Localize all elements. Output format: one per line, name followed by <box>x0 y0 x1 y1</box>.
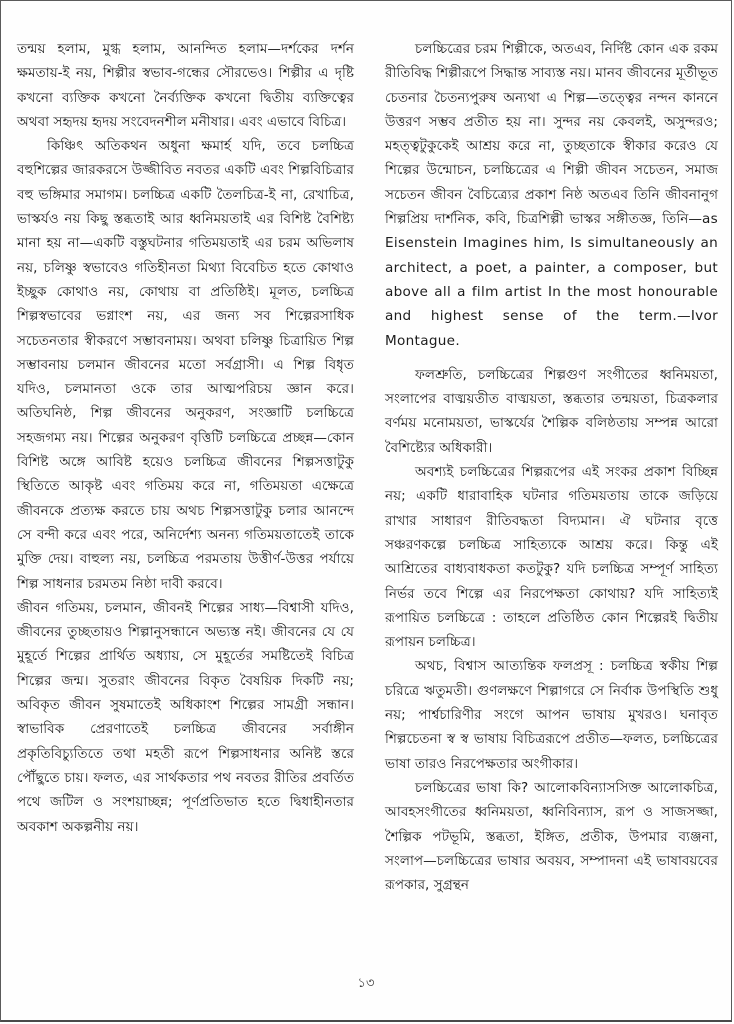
paragraph: কিঞ্চিৎ অতিকথন অধুনা ক্ষমার্হ যদি, তবে চলচ্চিত্র বহুশিল্পের জারকরসে উজ্জীবিত নবতর একটি এবং শিল্পবিচিত্রার বহু ভঙ্গিমার সমাগম। চলচ্চিত্র একটি তৈলচিত্র-ই না, রেখাচিত্র, ভাস্কর্যও নয় কিছু স্তব্ধতাই আর ধ্বনিময়তাই এর বিশিষ্ট বৈশিষ্ট্য মানা হয় না—একটি বস্তুঘটনার গতিময়তাই এর চরম অভিলাষ নয়, চলিষ্ণু স্বভাবেও গতিহীনতা মিথ্যা বিবেচিত হতে কোথাও ইচ্ছুক কোথাও নয়, কোথায় বা প্রতিষ্ঠিই। মূলত, চলচ্চিত্র শিল্পস্বভাবের ভগ্নাংশ নয়, এর জন্য সব শিল্পেরসাধিক সচেতনতার স্বীকরণে সম্ভাবনাময়। অথবা চলিষ্ণু চিত্রায়িত শিল্প সম্ভাবনায় চলমান জীবনের মতো সর্বগ্রাসী। এ শিল্প বিধৃত যদিও, চলমানতা ওকে তার আত্মপরিচয় জ্ঞান করে। অতিঘনিষ্ঠ, শিল্প জীবনের অনুকরণ, সংজ্ঞাটি চলচ্চিত্রে সহজগম্য নয়। শিল্পের অনুকরণ বৃত্তিটি চলচ্চিত্রে প্রচ্ছন্ন—কোন বিশিষ্ট অঙ্গে আবিষ্ট হয়েও চলচ্চিত্র জীবনের শিল্পসত্তাটুকু স্থিতিতে আকৃষ্ট এবং গতিময় করে না, গতিময়তা এক্ষেত্রে জীবনকে প্রত্যক্ষ করতে চায় অথচ শিল্পসত্তাটুকু চলার আনন্দে সে বন্দী করে এবং পরে, অনির্দেশ্য অনন্য গতিময়তাতেই তাকে মুক্তি দেয়। বাহুল্য নয়, চলচ্চিত্র পরমতায় উত্তীর্ণ-উত্তর পর্যায়ে শিল্প সাধনার চরমতম নিষ্ঠা দাবী করবে। <box>17 138 354 592</box>
english-quote: as Eisenstein Imagines him, Is simultaneously an architect, a poet, a painter, a composer, but above all a film artist In the most honourable and highest sense of the term.—Ivor Montague. <box>385 211 718 349</box>
page-number: ১৩ <box>357 976 375 991</box>
paragraph: অথচ, বিশ্বাস আত্যন্তিক ফলপ্রসূ : চলচ্চিত্র স্বকীয় শিল্প চরিত্রে ঋতুমতী। গুণলক্ষণে শিল্পাগরে সে নির্বাক উপস্থিতি শুধু নয়; পার্শ্বচারিণীর সংগে আপন ভাষায় মুখরও। ঘনাবৃত শিল্পচেতনা স্ব স্ব ভাষায় বিচিত্ররূপে প্রতীত—ফলত, চলচ্চিত্রের ভাষা তারও নিরপেক্ষতার অংগীকার। <box>385 658 718 772</box>
paragraph-with-quote <box>385 37 718 353</box>
paragraph: তন্ময় হলাম, মুগ্ধ হলাম, আনন্দিত হলাম—দর্শকের দর্শন ক্ষমতায়-ই নয়, শিল্পীর স্বভাব-গন্ধের সৌরভেও। শিল্পীর এ দৃষ্টি কখনো ব্যক্তিক কখনো নৈর্ব্যক্তিক কখনো দ্বিতীয় ব্যক্তিত্বের অথবা সহৃদয় হৃদয় সংবেদনশীল মনীষার। এবং এভাবে বিচিত্র। <box>17 41 354 130</box>
paragraph-text: চলচ্চিত্রের চরম শিল্পীকে, অতএব, নির্দিষ্ট কোন এক রকম রীতিবিদ্ধ শিল্পীরূপে সিদ্ধান্ত সাব্যস্ত নয়। মানব জীবনের মূর্তীভূত চেতনার চৈতন্যপুরুষ অন্যথা এ শিল্প—তত্ত্বের নন্দন কাননে উত্তরণ সম্ভব প্রতীত হয় না। সুন্দর নয় কেবলই, অসুন্দরও; মহত্ত্বটুকুকেই আশ্রয় করে না, তুচ্ছতাকে স্বীকার করেও যে শিল্পের উন্মোচন, চলচ্চিত্রের এ শিল্পী জীবন সচেতন, সমাজ সচেতন জীবন বৈচিত্র্যের প্রকাশ নিষ্ঠ অতএব তিনি জীবনানুগ শিল্পপ্রিয় দার্শনিক, কবি, চিত্রশিল্পী ভাস্কর সঙ্গীতজ্ঞ, তিনি— <box>385 41 718 228</box>
paragraph: অবশ্যই চলচ্চিত্রের শিল্পরূপের এই সংকর প্রকাশ বিচ্ছিন্ন নয়; একটি ধারাবাহিক ঘটনার গতিময়তায় তাকে জড়িয়ে রাখার সাধারণ রীতিবদ্ধতা বিদ্যমান। ঐ ঘটনার বৃত্তে সঞ্চরণকল্পে চলচ্চিত্র সাহিত্যকে আশ্রয় করে। কিন্তু এই আশ্রিতের বাধ্যবাধকতা কতটুকু? যদি চলচ্চিত্র সম্পূর্ণ সাহিত্য নির্ভর তবে শিল্পে এর নিরপেক্ষতা কোথায়? যদি সাহিত্যই রূপায়িত চলচ্চিত্রে : তাহলে প্রতিষ্ঠিত কোন শিল্পেরই দ্বিতীয় রূপায়ন চলচ্চিত্র। <box>385 464 718 651</box>
paragraph: জীবন গতিময়, চলমান, জীবনই শিল্পের সাধ্য—বিশ্বাসী যদিও, জীবনের তুচ্ছতায়ও শিল্পানুসন্ধানে অভ্যস্ত নই। জীবনের যে যে মুহূর্তে শিল্পের প্রার্থিত অধ্যায়, সে মুহূর্তের সমষ্টিতেই বিচিত্র শিল্পের জন্ম। সুতরাং জীবনের বিকৃত বৈষয়িক দিকটি নয়; অবিকৃত জীবন সুষমাতেই অধিকাংশ শিল্পের সামগ্রী সন্ধান। স্বাভাবিক প্রেরণাতেই চলচ্চিত্র জীবনের সর্বাঙ্গীন প্রকৃতিবিচ্যুতিতে তথা মহতী রূপে শিল্পসাধনার অনিষ্ট স্তরে পৌঁছুতে চায়। ফলত, এর সার্থকতার পথ নবতর রীতির প্রবর্তিত পথে জটিল ও সংশয়াচ্ছন্ন; পূর্ণপ্রতিভাত হতে দ্বিধাহীনতার অবকাশ অকল্পনীয় নয়। <box>17 599 354 835</box>
paragraph: চলচ্চিত্রের ভাষা কি? আলোকবিন্যাসসিক্ত আলোকচিত্র, আবহসংগীতের ধ্বনিময়তা, ধ্বনিবিন্যাস, রূপ ও সাজসজ্জা, শৈল্পিক পটভূমি, স্তব্ধতা, ইঙ্গিত, প্রতীক, উপমার ব্যঞ্জনা, সংলাপ—চলচ্চিত্রের ভাষার অবয়ব, সম্পাদনা এই ভাষাবয়বের রূপকার, সুগ্রন্থন <box>385 779 718 894</box>
right-column <box>385 37 718 897</box>
paragraph: ফলশ্রুতি, চলচ্চিত্রের শিল্পগুণ সংগীতের ধ্বনিময়তা, সংলাপের বাঙ্ময়তীত বাঙ্ময়তা, স্তব্ধতার তন্ময়তা, চিত্রকলার বর্ণময় মনোময়তা, ভাস্কর্যের শৈল্পিক বলিষ্ঠতায় সম্পন্ন আরো বৈশিষ্ট্যের অধিকারী। <box>385 366 718 456</box>
left-column <box>17 37 354 839</box>
